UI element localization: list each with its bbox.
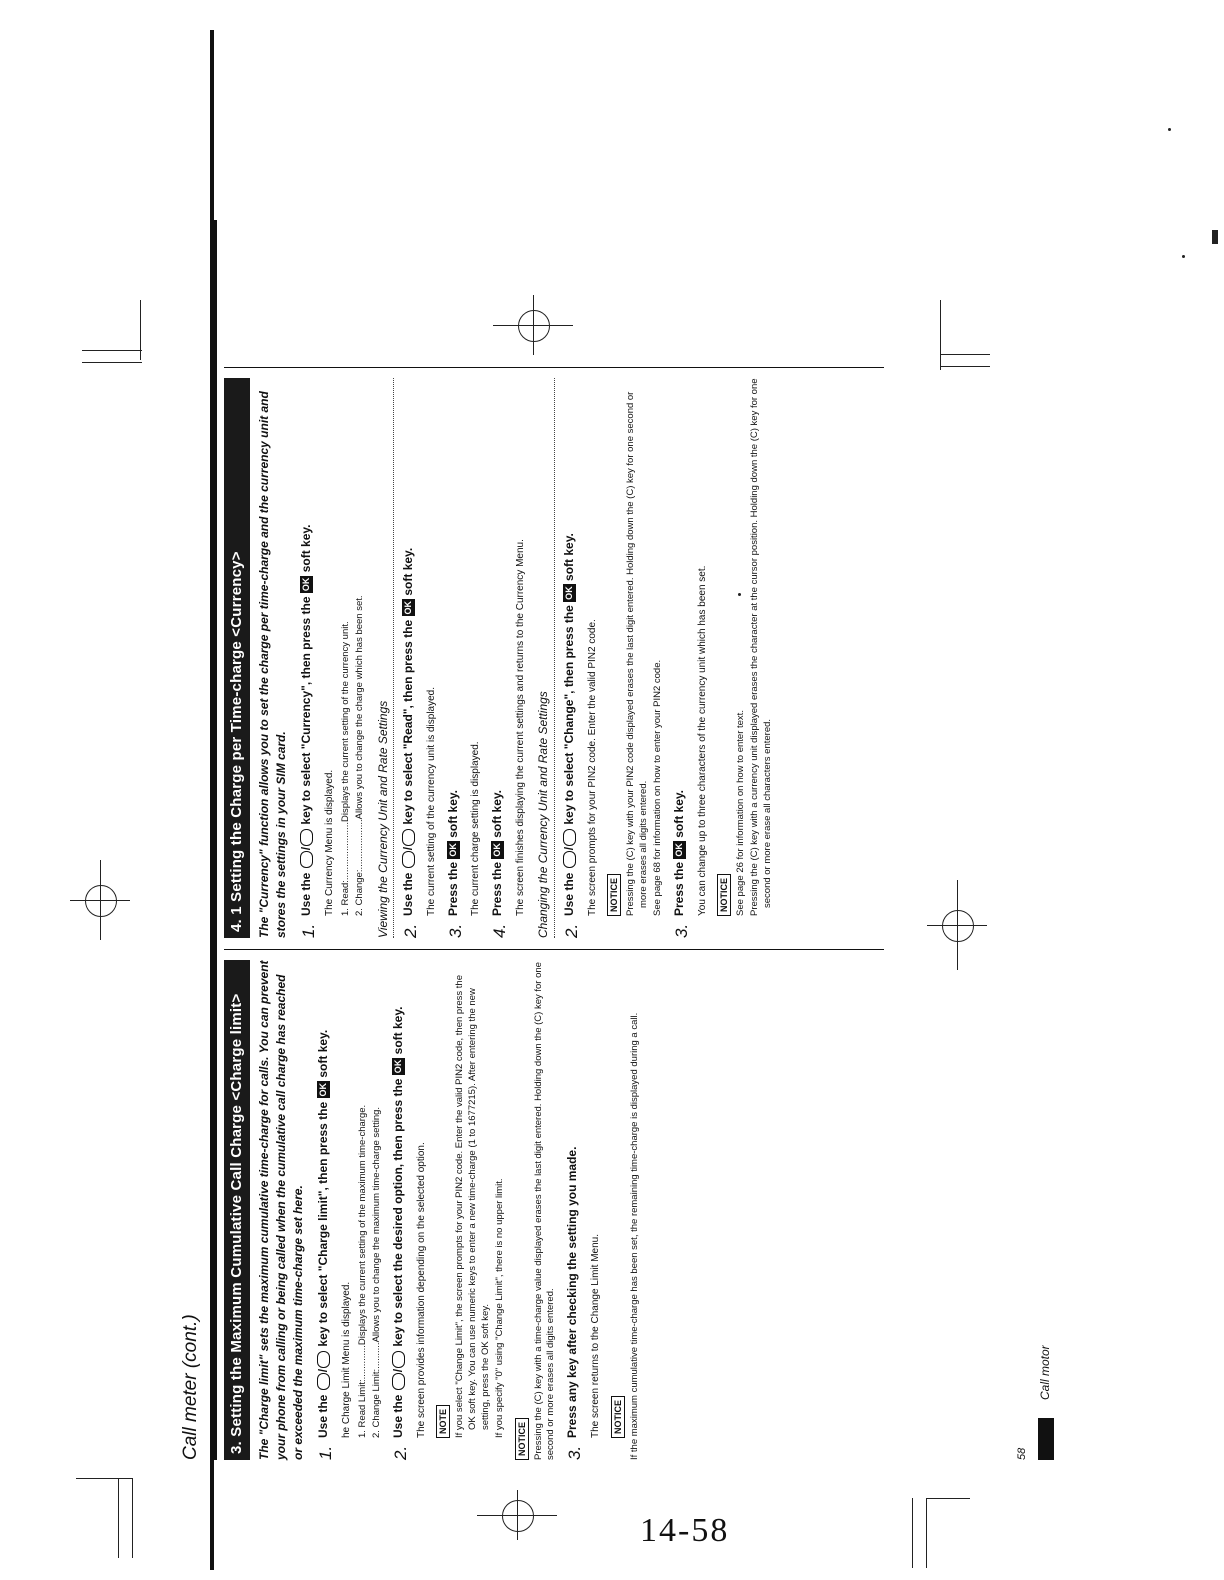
crop-mark: [76, 1478, 132, 1479]
section-3-intro: The "Charge limit" sets the maximum cumulative time-charge for calls. You can prevent your phone from calling or being called when the cumulative call charge has reached or exceeded the maximum time-charge set here.: [257, 960, 305, 1460]
s4-change-step-2: 2. Use the / key to select "Change", then press the OK soft key.: [561, 533, 581, 938]
up-key-icon: [563, 851, 576, 868]
crop-mark: [912, 1498, 913, 1568]
ok-key-icon: OK: [563, 584, 576, 602]
ok-key-icon: OK: [402, 599, 415, 617]
notice-badge: NOTICE: [607, 874, 621, 916]
ok-key-icon: OK: [447, 841, 460, 859]
notice-badge: NOTICE: [611, 1396, 625, 1438]
s4-step-1: 1. Use the / key to select "Currency", then press the OK soft key.: [298, 524, 318, 938]
s3-step-3: 3. Press any key after checking the setting you made.: [565, 1146, 585, 1460]
notice-badge: NOTICE: [515, 1418, 529, 1460]
up-key-icon: [317, 1373, 330, 1390]
changing-heading: Changing the Currency Unit and Rate Settings: [535, 378, 554, 938]
s4-view-step-4: 4. Press the OK soft key.: [489, 789, 509, 938]
scan-dot: [1168, 128, 1171, 131]
s4-view-step-3: 3. Press the OK soft key.: [445, 789, 465, 938]
s3-step-2: 2. Use the / key to select the desired option, then press the OK soft key.: [390, 1006, 410, 1460]
scan-page-id: 14-58: [640, 1512, 730, 1549]
up-key-icon: [392, 1373, 405, 1390]
ok-key-icon: OK: [300, 576, 313, 594]
down-key-icon: [563, 829, 576, 846]
crop-mark: [82, 350, 142, 351]
down-key-icon: [317, 1351, 330, 1368]
section-4: 4. 1 Setting the Charge per Time-charge <Currency> The "Currency" function allows you to set the charge per time-charge and the currency unit and stores the settings in your SIM card. 1. Use the / key to select "Currency", then press the OK soft key. The Currency Menu is displayed. 1. Read:......................Displays the current setting of the currency unit. 2. Change:...................Allows you to change the charge which has been set. Viewing the Currency Unit and Rate Settings 2. Use the / key to select "Read", then press the OK soft key. The current setting of the currency unit is displayed. 3. Press the OK soft key. The current charge setting is displayed. 4. Press the OK soft key. The screen finishes displaying the current settings and returns to the Currency Menu. Changing the Currency Unit and Rate Settings 2. Use the / key to select "Change", then press the OK soft key. The screen prompts for your PIN2 code. Enter the valid PIN2 code. NOTICE Pressing the (C) key with your PIN2 code displayed erases the last digit entered. Holding down the (C) key for one second or more erases all digits entered. See page 68 for information on how to enter your PIN2 code. 3. Press the OK soft key. You can change up to three characters of the currency unit which has been set. NOTICE See page 26 for information on how to enter text. Pressing the (C) key with a currency unit displayed erases the character at the cursor position. Holding down the (C) key for one second or more erase all characters entered.: [224, 378, 779, 938]
footer-section-label: Call motor: [1038, 1345, 1052, 1400]
crop-mark: [140, 300, 141, 360]
scan-mark: [1212, 230, 1218, 244]
s3-step-1: 1. Use the / key to select "Charge limit", then press the OK soft key.: [315, 1029, 335, 1460]
viewing-heading: Viewing the Currency Unit and Rate Settings: [375, 378, 394, 938]
column-rule: [224, 367, 884, 368]
title-rule: [214, 220, 217, 1460]
note-badge: NOTE: [436, 1405, 450, 1438]
down-key-icon: [392, 1351, 405, 1368]
notice-badge: NOTICE: [717, 874, 731, 916]
s4-view-step-2: 2. Use the / key to select "Read", then press the OK soft key.: [401, 547, 421, 938]
ok-key-icon: OK: [392, 1058, 405, 1076]
up-key-icon: [300, 851, 313, 868]
crop-mark: [926, 1498, 927, 1568]
column-rule: [224, 949, 884, 950]
section-4-intro: The "Currency" function allows you to set the charge per time-charge and the currency unit and stores the settings in your SIM card.: [257, 391, 289, 938]
manual-page: [180, 220, 1060, 1460]
ok-key-icon: OK: [491, 841, 504, 859]
ok-key-icon: OK: [317, 1081, 330, 1099]
charge-limit-menu-list: 1. Read Limit:.............Displays the current setting of the maximum time-charge. 2. Change Limit:..........Allows you to change the maximum time-charge setting.: [357, 1104, 382, 1438]
currency-menu-list: 1. Read:......................Displays the current setting of the currency unit. 2. Change:...................Allows you to change the charge which has been set.: [340, 595, 366, 916]
section-3: 3. Setting the Maximum Cumulative Call Charge <Charge limit> The "Charge limit" sets the maximum cumulative time-charge for calls. You can prevent your phone from calling or being called when the cumulative call charge has reached or exceeded the maximum time-charge set here. 1. Use the / key to select "Charge limit", then press the OK soft key. he Charge Limit Menu is displayed. 1. Read Limit:.............Displays the current setting of the maximum time-charge. 2. Change Limit:..........Allows you to change the maximum time-charge setting. 2. Use the / key to select the desired option, then press the OK soft key. The screen provides information depending on the selected option. NOTE If you select "Change Limit", the screen prompts for your PIN2 code. Enter the valid PIN2 code, then press the OK soft key. You can use numeric keys to enter a new time-charge (1 to 1677215). After entering the new setting, press the OK soft key. If you specify "0" using "Change Limit", there is no upper limit. NOTICE Pressing the (C) key with a time-charge value displayed erases the last digit entered. Holding down the (C) key for one second or more erases all digits entered. 3. Press any key after checking the setting you made. The screen returns to the Change Limit Menu. NOTICE If the maximum cumulative time-charge has been set, the remaining time-charge is displayed during a call.: [224, 960, 646, 1460]
running-title: Call meter (cont.): [180, 1314, 201, 1460]
crop-mark: [118, 1478, 119, 1558]
section-4-title: 4. 1 Setting the Charge per Time-charge <Currency>: [224, 378, 250, 938]
up-key-icon: [402, 851, 415, 868]
crop-mark: [132, 1478, 133, 1558]
section-3-title: 3. Setting the Maximum Cumulative Call Charge <Charge limit>: [224, 960, 250, 1460]
ok-key-icon: OK: [673, 841, 686, 859]
scan-dot: [1182, 255, 1185, 258]
page-number: 58: [1016, 1447, 1028, 1460]
crop-mark: [82, 362, 142, 363]
footer-tab: [1038, 1418, 1054, 1460]
s4-change-step-3: 3. Press the OK soft key.: [671, 789, 691, 938]
down-key-icon: [402, 829, 415, 846]
down-key-icon: [300, 829, 313, 846]
crop-mark: [926, 1498, 970, 1499]
